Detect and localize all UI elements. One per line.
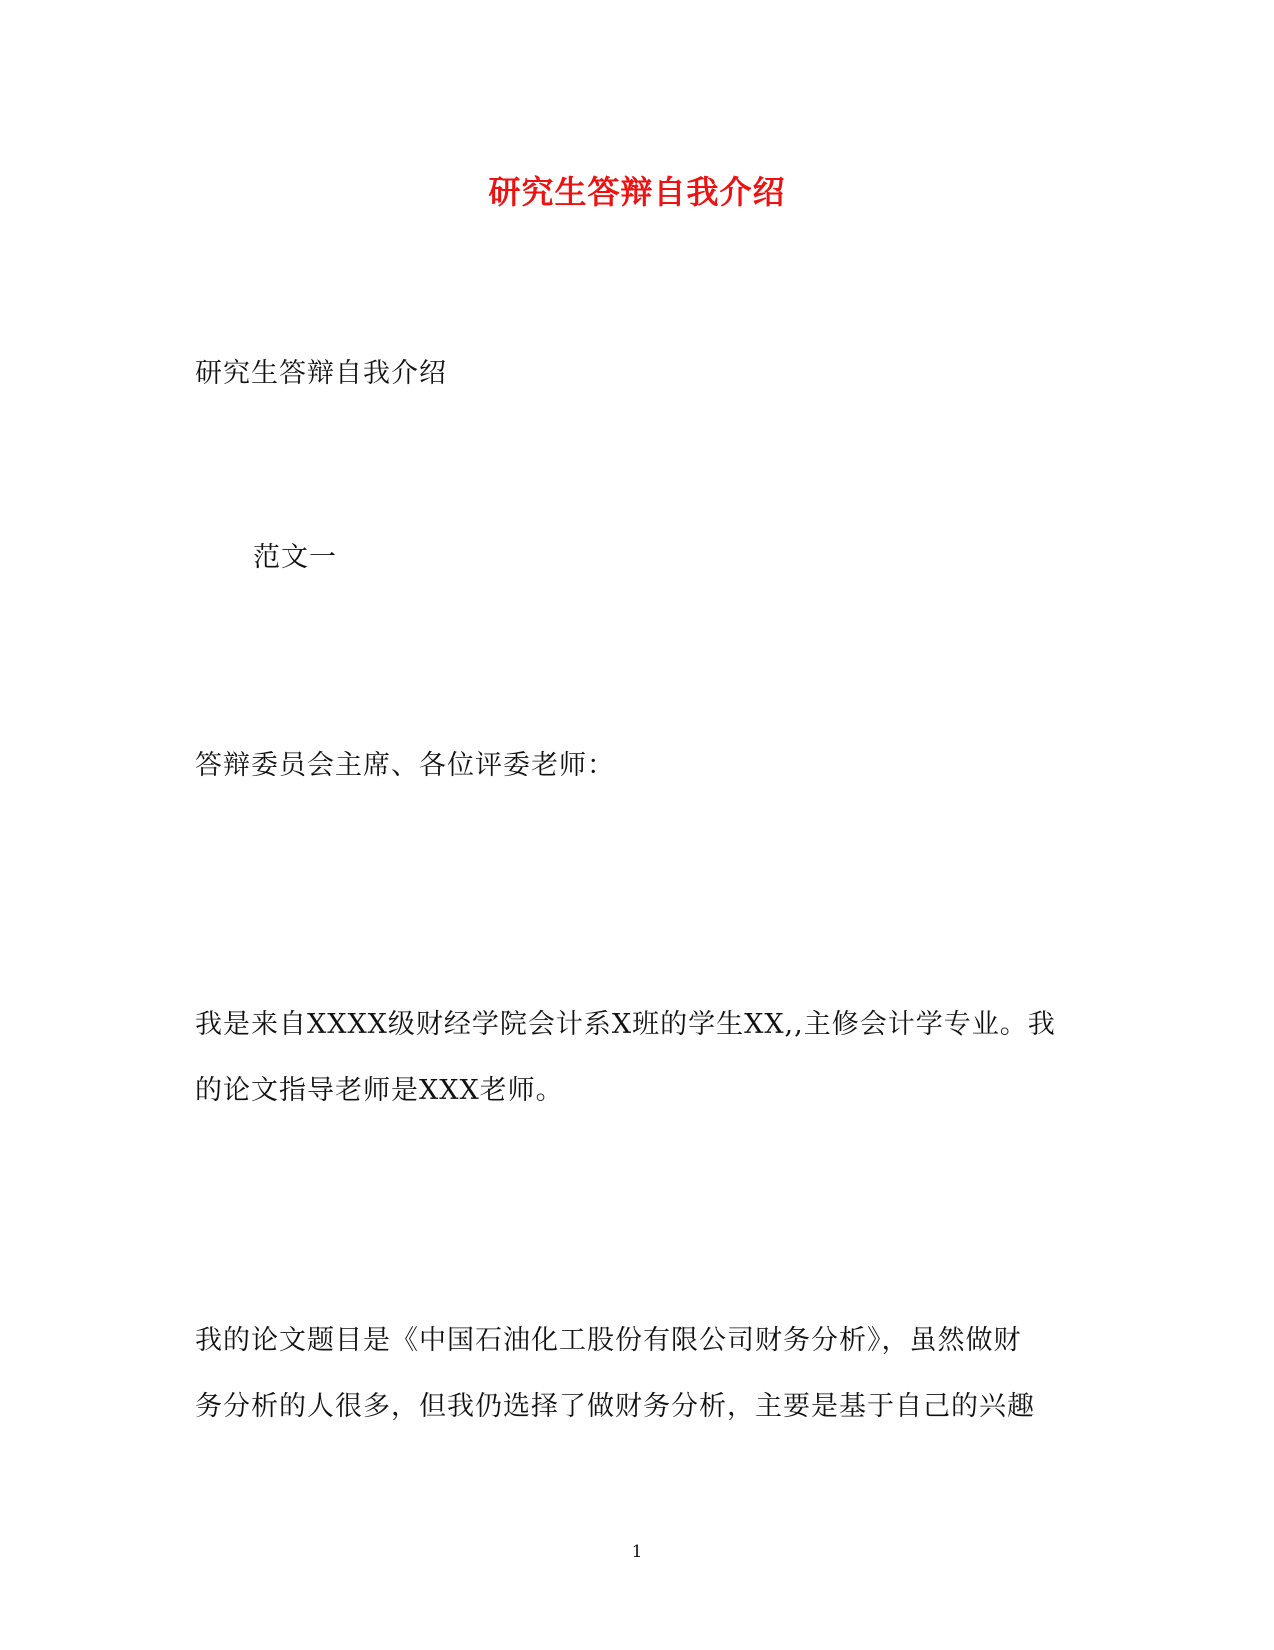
document-title: 研究生答辩自我介绍 (488, 173, 786, 211)
sample-label-paragraph (253, 525, 1133, 591)
topic-line: 我的论文题目是《中国石油化工股份有限公司财务分析》，虽然做财 (195, 1325, 1022, 1356)
intro-line: 我是来自XXXX级财经学院会计系X班的学生XX,,主修会计学专业。我 (195, 1009, 1056, 1040)
intro-paragraph (195, 992, 1075, 1124)
greeting-text: 答辩委员会主席、各位评委老师： (195, 750, 615, 781)
page-number: 1 (631, 1542, 643, 1562)
topic-line: 务分析的人很多，但我仍选择了做财务分析，主要是基于自己的兴趣 (195, 1391, 1035, 1422)
intro-line: 的论文指导老师是XXX老师。 (195, 1075, 564, 1106)
sample-label: 范文一 (253, 542, 337, 573)
subtitle-paragraph (195, 341, 1075, 407)
topic-paragraph (195, 1308, 1075, 1440)
subtitle-text: 研究生答辩自我介绍 (195, 358, 447, 389)
greeting-paragraph (195, 733, 1075, 799)
